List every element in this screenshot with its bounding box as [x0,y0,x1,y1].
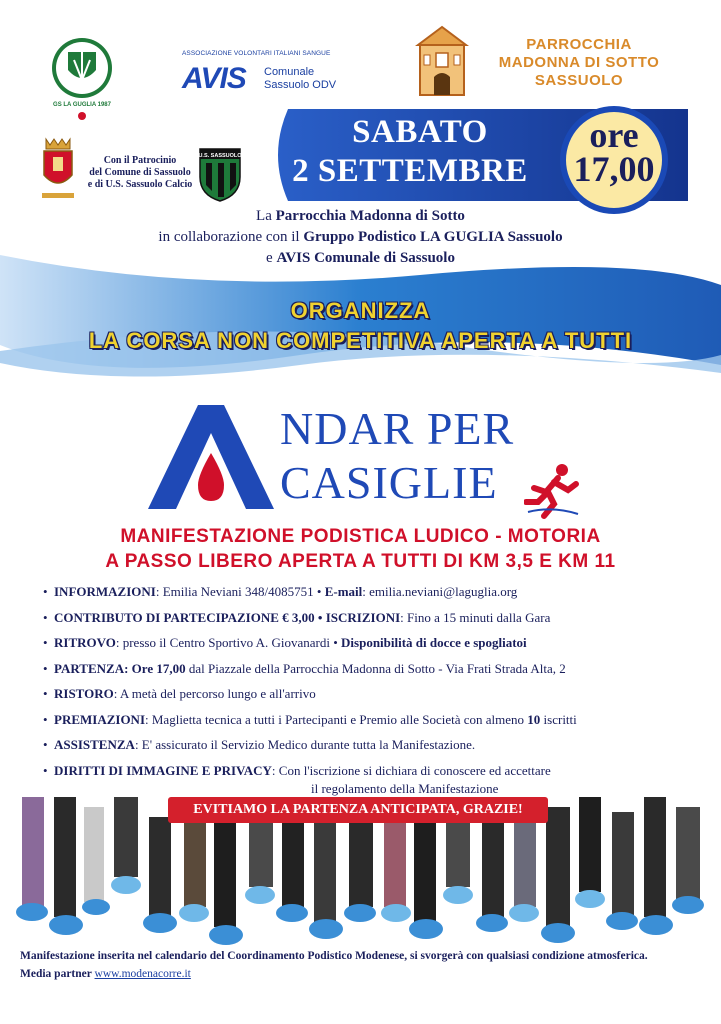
premiazioni-number: 10 [527,711,541,727]
evitiamo-banner: EVITIAMO LA PARTENZA ANTICIPATA, GRAZIE! [168,797,548,823]
parrocchia-line3: SASSUOLO [534,72,624,89]
premiazioni-end: iscritti [540,711,577,727]
partenza-label: PARTENZA [54,660,125,676]
event-time: 17,00 [573,149,655,189]
organizza-heading: ORGANIZZA [290,298,431,323]
iscrizioni-label: • ISCRIZIONI [314,609,401,625]
patronage-line2: del Comune di Sassuolo [89,167,191,178]
partenza-value: dal Piazzale della Parrocchia Madonna di Sotto - Via Frati Strada Alta, 2 [185,660,566,676]
info-list [44,582,704,801]
guglia-club-badge-icon [50,30,114,122]
parrocchia-title [474,36,684,90]
ritrovo-label: RITROVO [54,635,116,650]
diritti-value: : Con l'iscrizione si dichiara di conoscere ed accettare [271,762,551,778]
patronage-line1: Con il Patrocinio [103,155,177,166]
avis-logo [182,50,372,106]
media-partner-label: Media partner [20,968,95,980]
docce-label: Disponibilità di docce e spogliatoi [341,635,527,650]
list-item-ritrovo [44,633,704,659]
footer-note: Manifestazione inserita nel calendario del Coordinamento Podistico Modenese, si svorgerà con qualsiasi condizione atmosferica. [20,950,648,962]
email-label: E-mail [324,584,363,599]
event-day: SABATO [352,114,488,150]
patronage-text [80,155,200,191]
collab-line-1-prefix: La [256,208,276,224]
patronage-line3: e di U.S. Sassuolo Calcio [87,179,193,190]
assistenza-label: ASSISTENZA [54,737,135,752]
parrocchia-line2: MADONNA DI SOTTO [498,54,660,71]
avis-comunale-text [264,66,336,92]
avis-comunale-line1: Comunale [264,66,315,78]
sassuolo-crest-icon [38,135,78,201]
guglia-badge-text: GS LA GUGLIA 1987 [53,102,111,108]
collab-line-2-bold: Gruppo Podistico LA GUGLIA Sassuolo [303,229,563,245]
collab-line-3-bold: AVIS Comunale di Sassuolo [276,250,455,266]
collab-line-2 [0,229,721,246]
runner-icon [524,462,580,520]
diritti-label: DIRITTI DI IMMAGINE E PRIVACY [54,762,272,778]
diritti-continuation: il regolamento della Manifestazione [311,780,499,796]
list-item-premiazioni [44,710,704,736]
collab-line-2-prefix: in collaborazione con il [158,229,304,245]
collab-line-1-bold: Parrocchia Madonna di Sotto [275,208,465,224]
ritrovo-value: : presso il Centro Sportivo A. Giovanardi • [115,635,342,650]
manifestazione-line-2: A PASSO LIBERO APERTA A TUTTI DI KM 3,5 E KM 11 [105,551,616,572]
avis-association-text: ASSOCIAZIONE VOLONTARI ITALIANI SANGUE [182,50,331,57]
info-value: : Emilia Neviani 348/4085751 • [155,584,325,599]
info-label: INFORMAZIONI [54,584,156,599]
list-item-partenza [44,659,704,685]
avis-a-drop-logo-icon [148,403,274,511]
ristoro-label: RISTORO [54,686,114,701]
avis-wordmark: AVIS [182,62,246,95]
calcio-badge-text: U.S. SASSUOLO [198,153,242,159]
event-title-line1: NDAR PER [280,403,515,454]
list-item-contributo [44,608,704,634]
list-item-assistenza [44,735,704,761]
avis-comunale-line2: Sassuolo ODV [264,79,337,91]
collab-line-3-prefix: e [266,250,277,266]
event-date: 2 SETTEMBRE [292,153,528,189]
parrocchia-line1: PARROCCHIA [526,36,632,53]
media-partner-link[interactable]: www.modenacorre.it [94,968,191,980]
event-title-line2: CASIGLIE [280,457,498,508]
corsa-heading: LA CORSA NON COMPETITIVA APERTA A TUTTI [88,328,633,353]
premiazioni-value: : Maglietta tecnica a tutti i Partecipanti e Premio alle Società con almeno [145,711,528,727]
contributo-label: CONTRIBUTO DI PARTECIPAZIONE € 3,00 [54,609,315,625]
list-item-informazioni [44,582,704,608]
church-icon [414,25,470,97]
partenza-time: : Ore 17,00 [124,660,186,676]
premiazioni-label: PREMIAZIONI [54,711,146,727]
ristoro-value: : A metà del percorso lungo e all'arrivo [113,686,316,701]
sassuolo-calcio-crest-icon [196,145,244,203]
collab-line-1 [0,208,721,225]
iscrizioni-value: : Fino a 15 minuti dalla Gara [400,609,551,625]
email-value[interactable]: : emilia.neviani@laguglia.org [362,584,518,599]
assistenza-value: : E' assicurato il Servizio Medico durante tutta la Manifestazione. [134,737,476,752]
list-item-ristoro [44,684,704,710]
manifestazione-line-1: MANIFESTAZIONE PODISTICA LUDICO - MOTORIA [120,526,601,547]
list-item-diritti [44,761,704,801]
media-partner [20,968,191,980]
time-label: ore [589,115,639,155]
